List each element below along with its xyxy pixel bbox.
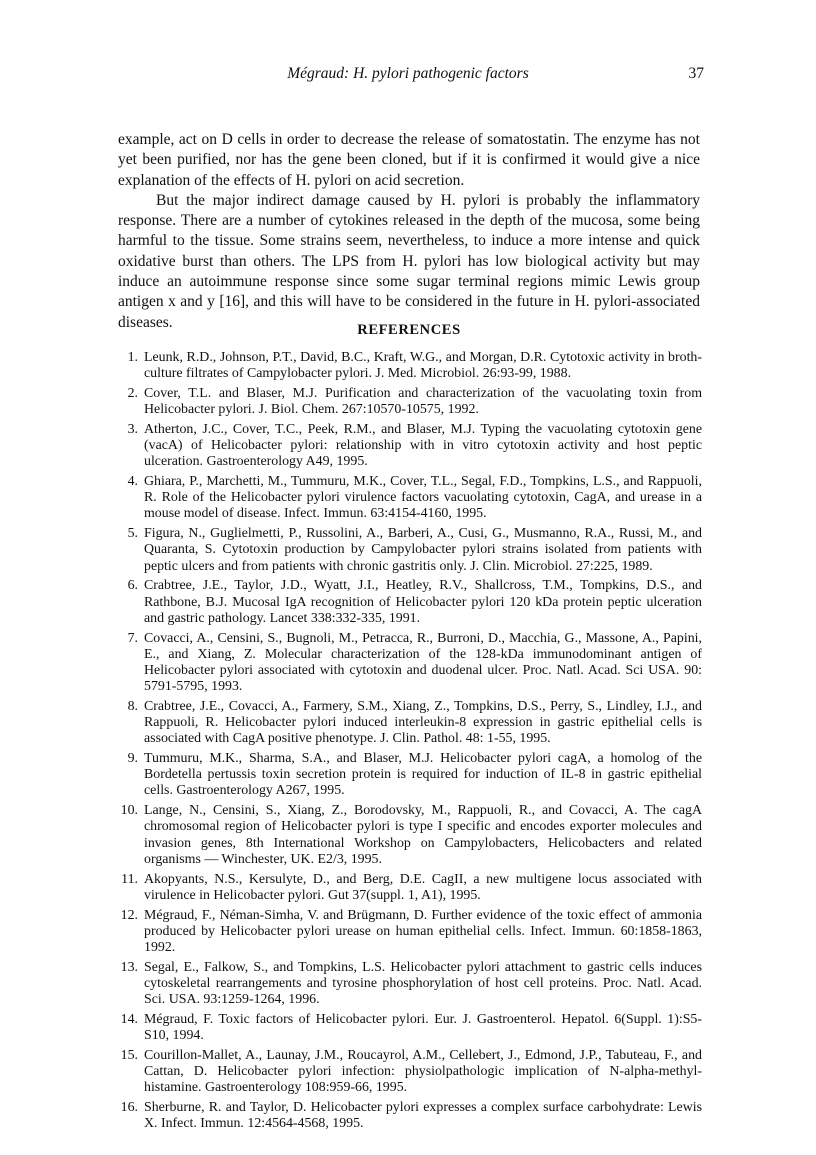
references-list — [118, 350, 702, 1136]
page-number: 37 — [688, 65, 704, 82]
reference-item — [118, 350, 702, 382]
reference-text: Leunk, R.D., Johnson, P.T., David, B.C., Kraft, W.G., and Morgan, D.R. Cytotoxic activity in broth-culture filtrates of Campylobacter pylori. J. Med. Microbiol. 26:93-99, 1988. — [144, 350, 702, 382]
reference-number: 8. — [127, 698, 138, 714]
reference-number: 1. — [127, 350, 138, 365]
reference-text: Akopyants, N.S., Kersulyte, D., and Berg, D.E. CagII, a new multigene locus associated with virulence in Helicobacter pylori. Gut 37(suppl. 1, A1), 1995. — [144, 871, 702, 903]
reference-item — [118, 578, 702, 626]
reference-number: 14. — [120, 1011, 138, 1027]
reference-item — [118, 872, 702, 904]
reference-text: Courillon-Mallet, A., Launay, J.M., Roucayrol, A.M., Cellebert, J., Edmond, J.P., Tabuteau, F., and Cattan, D. Helicobacter pylori infection: physiolpathologic implication of N-alpha-methyl-histamine. Gastroenterology 108:959-66, 1995. — [144, 1047, 702, 1096]
reference-item — [118, 1012, 702, 1044]
reference-item — [118, 751, 702, 799]
reference-text: Mégraud, F., Néman-Simha, V. and Brügmann, D. Further evidence of the toxic effect of ammonia produced by Helicobacter pylori urease on human epithelial cells. Infect. Immun. 60:1858-1863, 1992. — [144, 907, 702, 955]
reference-text: Crabtree, J.E., Taylor, J.D., Wyatt, J.I., Heatley, R.V., Shallcross, T.M., Tompkins, D.S., and Rathbone, B.J. Mucosal IgA recognition of Helicobacter pylori 120 kDa protein peptic ulceration and gastric pathology. Lancet 338:332-335, 1991. — [144, 578, 702, 626]
reference-number: 11. — [121, 871, 138, 887]
reference-number: 4. — [127, 474, 138, 490]
reference-item — [118, 699, 702, 747]
reference-text: Lange, N., Censini, S., Xiang, Z., Borodovsky, M., Rappuoli, R., and Covacci, A. The cagA chromosomal region of Helicobacter pylori is type I specific and encodes exporter molecules and invasion genes, 8th International Workshop on Campylobacters, Helicobacters and related organisms — Winchester, UK. E2/3, 1995. — [144, 803, 702, 867]
reference-item — [118, 526, 702, 574]
reference-number: 10. — [120, 803, 138, 819]
reference-item — [118, 631, 702, 696]
reference-text: Covacci, A., Censini, S., Bugnoli, M., Petracca, R., Burroni, D., Macchia, G., Massone, A., Papini, E., and Xiang, Z. Molecular characterization of the 128-kDa immunodominant antigen of Helicobacter pylori associated with cytotoxin and duodenal ulcer. Proc. Natl. Acad. Sci USA. 90: 5791-5795, 1993. — [144, 630, 702, 695]
reference-text: Cover, T.L. and Blaser, M.J. Purification and characterization of the vacuolating toxin from Helicobacter pylori. J. Biol. Chem. 267:10570-10575, 1992. — [144, 386, 702, 418]
reference-text: Atherton, J.C., Cover, T.C., Peek, R.M., and Blaser, M.J. Typing the vacuolating cytotoxin gene (vacA) of Helicobacter pylori: relationship with in vitro cytotoxin activity and host peptic ulceration. Gastroenterology A49, 1995. — [144, 422, 702, 470]
reference-item — [118, 908, 702, 956]
references-heading: REFERENCES — [357, 322, 461, 338]
reference-item — [118, 803, 702, 868]
reference-number: 15. — [120, 1047, 138, 1063]
reference-text: Figura, N., Guglielmetti, P., Russolini, A., Barberi, A., Cusi, G., Musmanno, R.A., Russi, M., and Quaranta, S. Cytotoxin production by Campylobacter pylori strains isolated from patients with peptic ulcers and from patients with chronic gastritis only. J. Clin. Microbiol. 27:225, 1989. — [144, 526, 702, 574]
reference-number: 7. — [127, 630, 138, 646]
reference-item — [118, 960, 702, 1008]
reference-number: 2. — [127, 386, 138, 401]
reference-number: 3. — [127, 422, 138, 437]
reference-text: Segal, E., Falkow, S., and Tompkins, L.S. Helicobacter pylori attachment to gastric cells induces cytoskeletal rearrangements and tyrosine phosphorylation of host cell proteins. Proc. Natl. Acad. Sci. USA. 93:1259-1264, 1996. — [144, 959, 702, 1008]
reference-number: 6. — [127, 578, 138, 594]
reference-text: Tummuru, M.K., Sharma, S.A., and Blaser, M.J. Helicobacter pylori cagA, a homolog of the Bordetella pertussis toxin secretion protein is required for induction of IL-8 in gastric epithelial cells. Gastroenterology A267, 1995. — [144, 751, 702, 799]
body-text — [118, 130, 700, 333]
reference-text: Sherburne, R. and Taylor, D. Helicobacter pylori expresses a complex surface carbohydrate: Lewis X. Infect. Immun. 12:4564-4568, 1995. — [144, 1100, 702, 1132]
reference-number: 12. — [120, 907, 138, 923]
reference-number: 13. — [120, 959, 138, 975]
reference-item — [118, 474, 702, 522]
reference-number: 5. — [127, 526, 138, 542]
paragraph: But the major indirect damage caused by H. pylori is probably the inflammatory response. There are a number of cytokines released in the depth of the mucosa, some being harmful to the tissue. Some strains seem, nevertheless, to induce a more intense and quick oxidative burst than others. The LPS from H. pylori has low biological activity but may induce an autoimmune response since some sugar terminal regions mimic Lewis group antigen x and y [16], and this will have to be considered in the future in H. pylori-associated diseases. — [118, 191, 700, 331]
reference-text: Crabtree, J.E., Covacci, A., Farmery, S.M., Xiang, Z., Tompkins, D.S., Perry, S., Lindley, I.J., and Rappuoli, R. Helicobacter pylori induced interleukin-8 expression in gastric epithelial cells is associated with CagA positive phenotype. J. Clin. Pathol. 48: 1-55, 1995. — [144, 698, 702, 747]
reference-text: Mégraud, F. Toxic factors of Helicobacter pylori. Eur. J. Gastroenterol. Hepatol. 6(Suppl. 1):S5-S10, 1994. — [144, 1011, 702, 1044]
reference-item — [118, 422, 702, 470]
reference-text: Ghiara, P., Marchetti, M., Tummuru, M.K., Cover, T.L., Segal, F.D., Tompkins, L.S., and Rappuoli, R. Role of the Helicobacter pylori virulence factors vacuolating cytotoxin, CagA, and urease in a mouse model of disease. Infect. Immun. 63:4154-4160, 1995. — [144, 474, 702, 522]
paragraph: example, act on D cells in order to decrease the release of somatostatin. The enzyme has not yet been purified, nor has the gene been cloned, but if it is confirmed it would give a nice explanation of the effects of H. pylori on acid secretion. — [118, 131, 700, 189]
reference-item — [118, 386, 702, 418]
reference-number: 16. — [120, 1100, 138, 1116]
reference-item — [118, 1048, 702, 1096]
reference-number: 9. — [127, 751, 138, 767]
reference-item — [118, 1100, 702, 1132]
running-head-title: Mégraud: H. pylori pathogenic factors — [287, 65, 529, 82]
